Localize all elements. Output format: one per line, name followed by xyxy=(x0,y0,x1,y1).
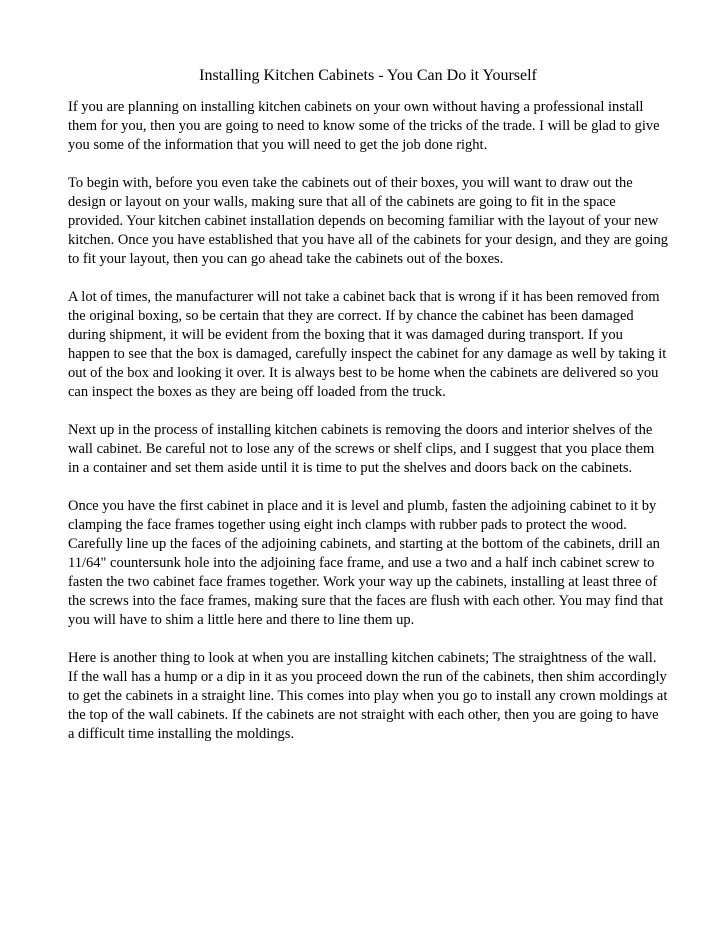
document-title: Installing Kitchen Cabinets - You Can Do it Yourself xyxy=(199,67,537,84)
paragraph-2: To begin with, before you even take the cabinets out of their boxes, you will want to draw out the design or layout on your walls, making sure that all of the cabinets are going to fit in the space provided. Your kitchen cabinet installation depends on becoming familiar with the layout of your new kitchen. Once you have established that you have all of the cabinets for your design, and they are going to fit your layout, then you can go ahead take the cabinets out of the boxes. xyxy=(68,175,668,267)
paragraph-4: Next up in the process of installing kitchen cabinets is removing the doors and interior shelves of the wall cabinet. Be careful not to lose any of the screws or shelf clips, and I suggest that you place them in a container and set them aside until it is time to put the shelves and doors back on the cabinets. xyxy=(68,422,655,476)
document-page xyxy=(68,64,668,763)
paragraph-3: A lot of times, the manufacturer will not take a cabinet back that is wrong if it has been removed from the original boxing, so be certain that they are correct. If by chance the cabinet has been damaged during shipment, it will be evident from the boxing that it was damaged during transport. If you happen to see that the box is damaged, carefully inspect the cabinet for any damage as well by taking it out of the box and looking it over. It is always best to be home when the cabinets are delivered so you can inspect the boxes as they are being off loaded from the truck. xyxy=(68,289,667,400)
paragraph-6: Here is another thing to look at when you are installing kitchen cabinets; The straightness of the wall. If the wall has a hump or a dip in it as you proceed down the run of the cabinets, then shim accordingly to get the cabinets in a straight line. This comes into play when you go to install any crown moldings at the top of the wall cabinets. If the cabinets are not straight with each other, then you are going to have a difficult time installing the moldings. xyxy=(68,650,668,742)
paragraph-5: Once you have the first cabinet in place and it is level and plumb, fasten the adjoining cabinet to it by clamping the face frames together using eight inch clamps with rubber pads to protect the wood. Carefully line up the faces of the adjoining cabinets, and starting at the bottom of the cabinets, drill an 11/64" countersunk hole into the adjoining face frame, and use a two and a half inch cabinet screw to fasten the two cabinet face frames together. Work your way up the cabinets, installing at least three of the screws into the face frames, making sure that the faces are flush with each other. You may find that you will have to shim a little here and there to line them up. xyxy=(68,498,664,628)
paragraph-1: If you are planning on installing kitchen cabinets on your own without having a professional install them for you, then you are going to need to know some of the tricks of the trade. I will be glad to give you some of the information that you will need to get the job done right. xyxy=(68,99,660,153)
